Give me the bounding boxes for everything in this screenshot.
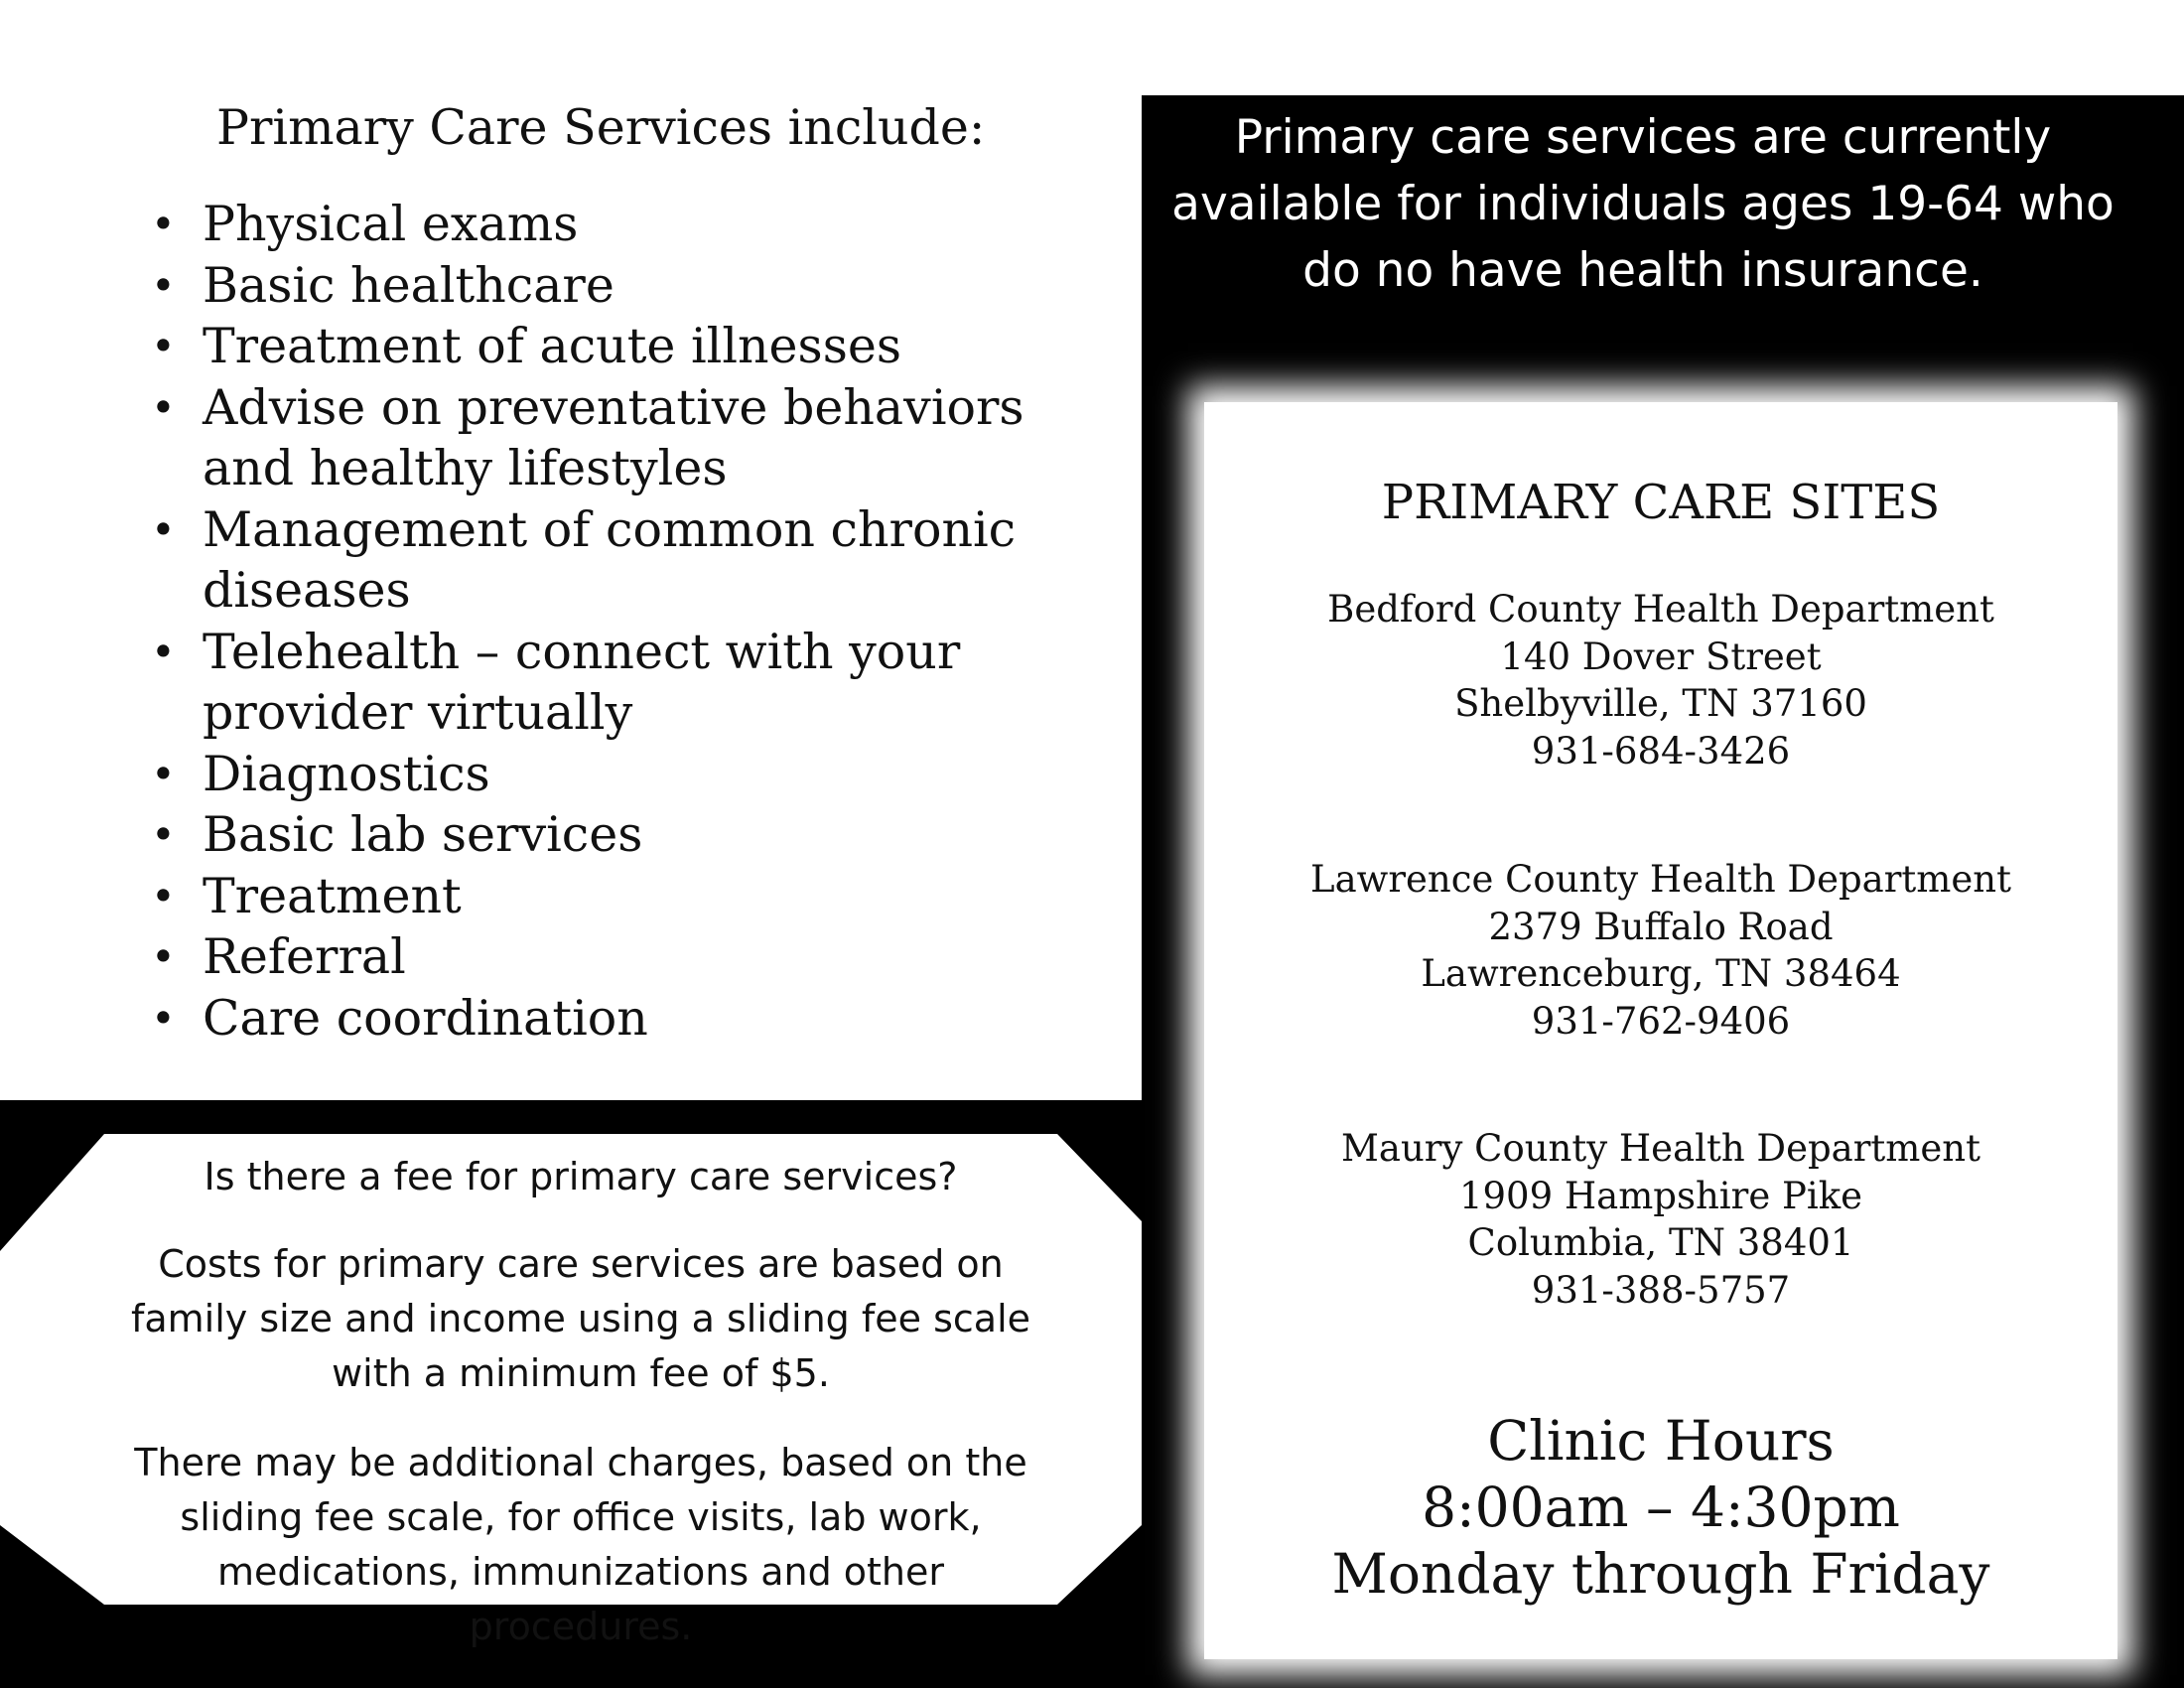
- list-item: • Basic healthcare: [151, 255, 1104, 317]
- list-item: • Basic lab services: [151, 804, 1104, 866]
- list-item: • Diagnostics: [151, 744, 1104, 805]
- fee-additional: There may be additional charges, based on the sliding fee scale, for office visits, lab work, medications, immunizations and other procedures.: [134, 1441, 1027, 1648]
- site-phone: 931-684-3426: [1531, 729, 1791, 773]
- site-name: Maury County Health Department: [1341, 1127, 1980, 1170]
- site-lawrence: [1204, 856, 2117, 1045]
- site-name: Bedford County Health Department: [1327, 588, 1994, 631]
- clinic-hours: [1204, 1408, 2117, 1608]
- list-item: • Treatment of acute illnesses: [151, 316, 1104, 377]
- site-city: Columbia, TN 38401: [1467, 1221, 1854, 1264]
- sites-title: PRIMARY CARE SITES: [1381, 475, 1941, 530]
- fee-question: Is there a fee for primary care services?: [204, 1155, 958, 1198]
- services-list: [151, 194, 1104, 1049]
- list-item: • Treatment: [151, 866, 1104, 927]
- site-street: 1909 Hampshire Pike: [1458, 1174, 1863, 1217]
- site-name: Lawrence County Health Department: [1310, 858, 2011, 901]
- site-city: Shelbyville, TN 37160: [1454, 682, 1867, 725]
- site-street: 2379 Buffalo Road: [1488, 905, 1834, 948]
- clinic-hours-days: Monday through Friday: [1331, 1542, 1990, 1606]
- eligibility-notice: Primary care services are currently available for individuals ages 19-64 who do no have health insurance.: [1171, 110, 2115, 298]
- list-item: • Advise on preventative behaviors and healthy lifestyles: [151, 377, 1104, 499]
- list-item: • Physical exams: [151, 194, 1104, 255]
- site-maury: [1204, 1125, 2117, 1314]
- fee-answer: Costs for primary care services are based on family size and income using a sliding fee scale with a minimum fee of $5.: [130, 1242, 1031, 1395]
- services-heading: Primary Care Services include:: [216, 99, 986, 156]
- list-item: • Telehealth – connect with your provider virtually: [151, 622, 1104, 744]
- site-phone: 931-762-9406: [1531, 999, 1791, 1043]
- clinic-hours-time: 8:00am – 4:30pm: [1422, 1476, 1900, 1539]
- clinic-hours-title: Clinic Hours: [1487, 1409, 1835, 1473]
- list-item: • Referral: [151, 926, 1104, 988]
- site-phone: 931-388-5757: [1531, 1268, 1791, 1312]
- site-city: Lawrenceburg, TN 38464: [1421, 952, 1901, 995]
- site-bedford: [1204, 586, 2117, 774]
- list-item: • Care coordination: [151, 988, 1104, 1050]
- site-street: 140 Dover Street: [1500, 634, 1822, 678]
- list-item: • Management of common chronic diseases: [151, 499, 1104, 622]
